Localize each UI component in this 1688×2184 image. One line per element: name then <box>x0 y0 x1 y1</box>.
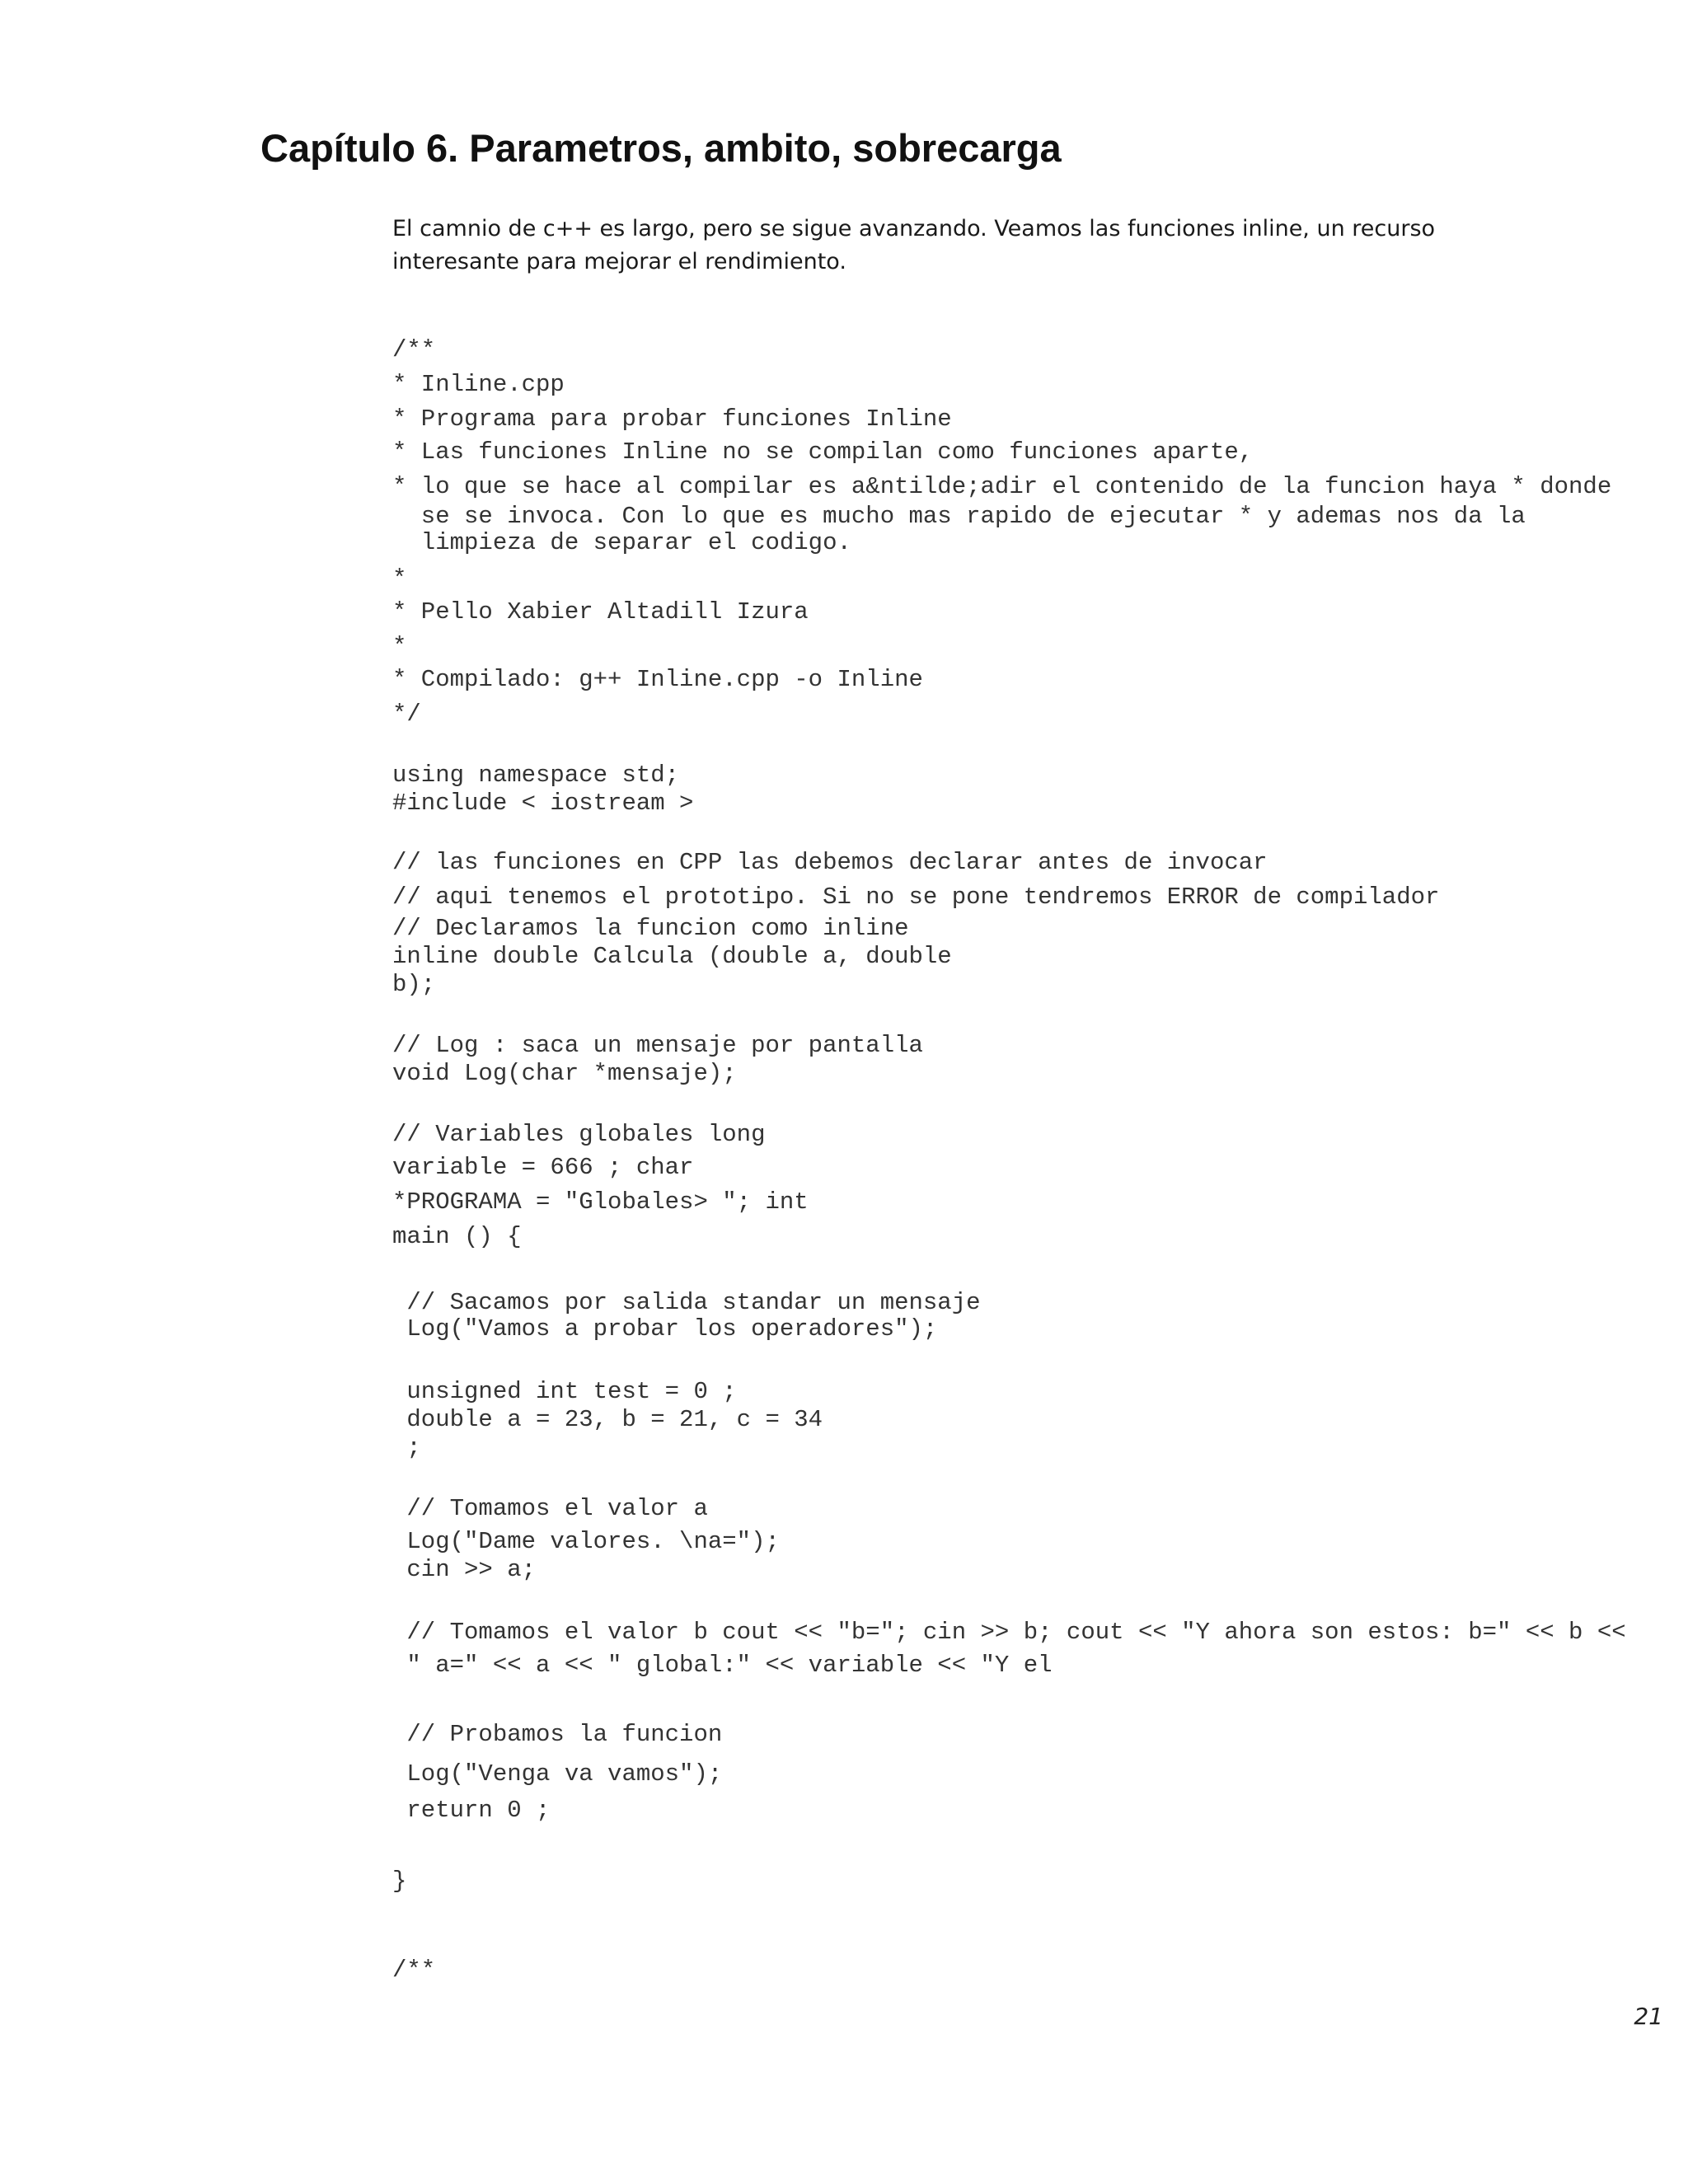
code-line: limpieza de separar el codigo. <box>392 529 851 556</box>
code-line: b); <box>392 971 436 998</box>
code-line: // Sacamos por salida standar un mensaje <box>392 1289 981 1316</box>
code-line: void Log(char *mensaje); <box>392 1060 737 1087</box>
code-line: * Inline.cpp <box>392 371 565 398</box>
code-line: variable = 666 ; char <box>392 1154 694 1181</box>
code-line: * <box>392 565 407 593</box>
code-line: unsigned int test = 0 ; <box>392 1378 737 1405</box>
code-line: using namespace std; <box>392 762 680 789</box>
code-line: /** <box>392 336 436 363</box>
code-line: double a = 23, b = 21, c = 34 <box>392 1406 823 1433</box>
code-line: Log("Vamos a probar los operadores"); <box>392 1315 938 1343</box>
code-line: inline double Calcula (double a, double <box>392 943 952 970</box>
code-line: /** <box>392 1957 436 1984</box>
code-line: ; <box>392 1434 421 1461</box>
code-line: } <box>392 1868 407 1895</box>
code-line: // las funciones en CPP las debemos declarar antes de invocar <box>392 849 1268 876</box>
code-line: main () { <box>392 1223 522 1250</box>
intro-line: interesante para mejorar el rendimiento. <box>392 249 846 274</box>
code-line: " a=" << a << " global:" << variable << "Y el <box>392 1652 1053 1679</box>
code-line: *PROGRAMA = "Globales> "; int <box>392 1188 809 1216</box>
code-line: // Variables globales long <box>392 1121 766 1148</box>
code-line: * Las funciones Inline no se compilan como funciones aparte, <box>392 438 1254 466</box>
code-line: Log("Venga va vamos"); <box>392 1760 723 1788</box>
code-line: // Probamos la funcion <box>392 1721 723 1748</box>
code-line: * Compilado: g++ Inline.cpp -o Inline <box>392 666 923 693</box>
code-listing <box>392 0 1678 2184</box>
code-line: return 0 ; <box>392 1797 551 1824</box>
code-line: #include < iostream > <box>392 790 694 817</box>
code-line: // Tomamos el valor a <box>392 1495 708 1522</box>
code-line: cin >> a; <box>392 1556 537 1583</box>
code-line: // Tomamos el valor b cout << "b="; cin >> b; cout << "Y ahora son estos: b=" << b << <box>392 1619 1626 1646</box>
code-line: * Pello Xabier Altadill Izura <box>392 598 809 626</box>
chapter-title: Capítulo 6. Parametros, ambito, sobrecarga <box>260 126 1062 170</box>
code-line: // aqui tenemos el prototipo. Si no se pone tendremos ERROR de compilador <box>392 883 1440 911</box>
code-line: se se invoca. Con lo que es mucho mas rapido de ejecutar * y ademas nos da la <box>392 503 1526 530</box>
code-line: * Programa para probar funciones Inline <box>392 405 952 433</box>
intro-line: El camnio de c++ es largo, pero se sigue avanzando. Veamos las funciones inline, un recurso <box>392 216 1436 241</box>
code-line: Log("Dame valores. \na="); <box>392 1528 780 1555</box>
code-line: // Log : saca un mensaje por pantalla <box>392 1032 923 1059</box>
code-line: // Declaramos la funcion como inline <box>392 915 909 942</box>
code-line: * <box>392 633 407 660</box>
code-line: * lo que se hace al compilar es a&ntilde;adir el contenido de la funcion haya * donde <box>392 473 1612 500</box>
page-number: 21 <box>1634 2003 1663 2030</box>
code-line: */ <box>392 701 421 728</box>
